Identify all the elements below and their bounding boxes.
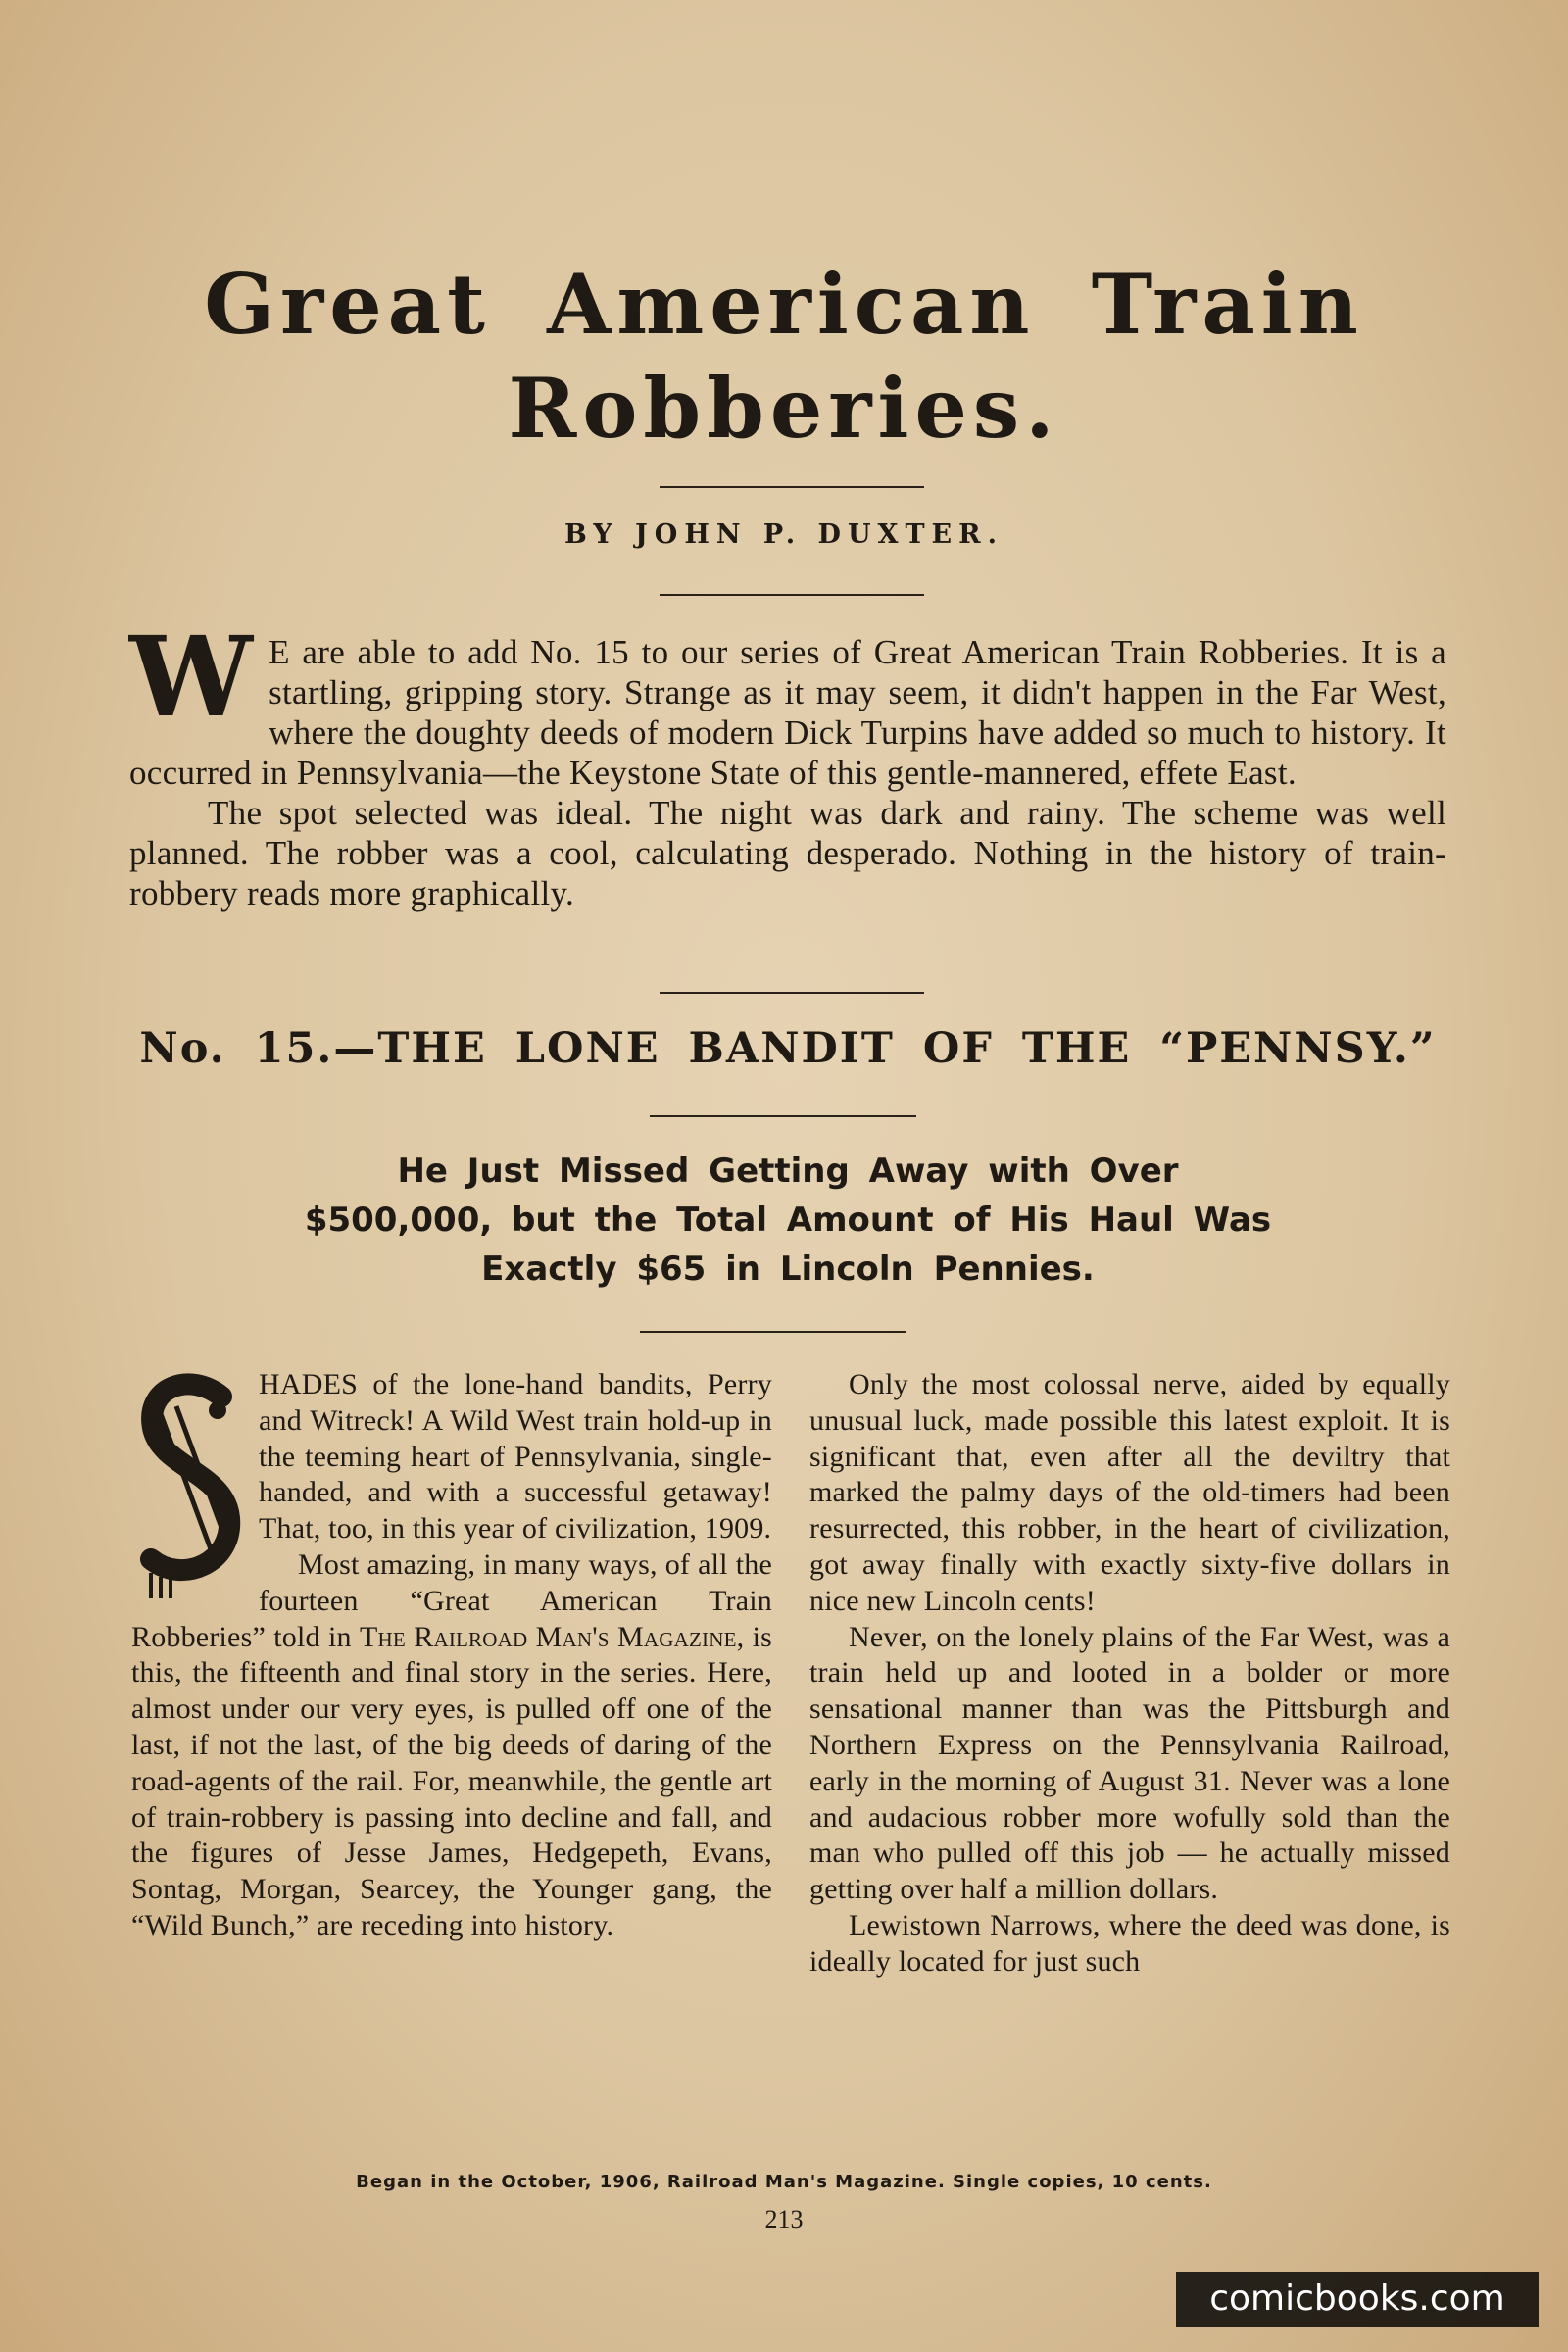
- magazine-name: The Railroad Man's Magazine: [360, 1620, 737, 1653]
- article-title: [118, 253, 1450, 461]
- article-title-line-2: Robberies.: [508, 360, 1060, 457]
- drop-cap-w: W: [129, 613, 254, 742]
- byline-rule: [660, 594, 924, 596]
- title-rule: [660, 486, 924, 488]
- page-number: 213: [764, 2205, 804, 2233]
- intro-paragraph-1: [129, 613, 1446, 793]
- footer-note: Began in the October, 1906, Railroad Man's Magazine. Single copies, 10 cents.: [356, 2172, 1212, 2192]
- subhead-rule: [640, 1331, 906, 1333]
- site-watermark: comicbooks.com: [1176, 2272, 1539, 2327]
- left-paragraph-2-end: , is this, the fifteenth and final story in the series. Here, almost under our very eyes, is pulled off one of the last, if not the last, of the big deeds of daring of the road-agents of the rail. For, meanwhile, the gentle art of train-robbery is passing into decline and fall, and the figures of Jesse James, Hedgepeth, Evans, Sontag, Morgan, Searcey, the Younger gang, the “Wild Bunch,” are receding into history.: [131, 1620, 772, 1941]
- left-paragraph-2-start: Most amazing, in many ways, of all the fourteen “Great American Train Robberies” told in: [131, 1547, 772, 1653]
- story-title: No. 15.—THE LONE BANDIT OF THE “PENNSY.”: [139, 1024, 1437, 1073]
- left-column: [131, 1367, 772, 1944]
- ornamental-s-icon: [131, 1371, 249, 1602]
- intro-rule: [660, 992, 924, 994]
- left-paragraph-2: [131, 1547, 772, 1944]
- right-paragraph-1: Only the most colossal nerve, aided by equally unusual luck, made possible this latest exploit. It is significant that, even after all the deviltry that marked the palmy days of the old-timers had been resurrected, this robber, in the heart of civilization, got away finally with exactly sixty-five dollars in nice new Lincoln cents!: [809, 1368, 1450, 1617]
- right-column: [809, 1367, 1450, 1981]
- right-paragraph-2: Never, on the lonely plains of the Far West, was a train held up and looted in a bolder or more sensational manner than was the Pittsburgh and Northern Express on the Pennsylvania Railroad, early in the morning of August 31. Never was a lone and audacious robber more wofully sold than the man who pulled off this job — he actually missed getting over half a million dollars.: [809, 1620, 1450, 1906]
- byline: BY JOHN P. DUXTER.: [564, 519, 1004, 550]
- ornamental-drop-cap-s: [131, 1371, 249, 1602]
- left-paragraph-1: [131, 1367, 772, 1547]
- right-paragraph-3: Lewistown Narrows, where the deed was done, is ideally located for just such: [809, 1908, 1450, 1978]
- left-paragraph-1-text: HADES of the lone-hand bandits, Perry and Witreck! A Wild West train hold-up in the teeming heart of Pennsylvania, single-handed, and with a successful getaway! That, too, in this year of civilization, 1909.: [259, 1368, 772, 1545]
- intro-paragraph-1-text: E are able to add No. 15 to our series of Great American Train Robberies. It is a startling, gripping story. Strange as it may seem, it didn't happen in the Far West, where the doughty deeds of modern Dick Turpins have added so much to history. It occurred in Pennsylvania—the Keystone State of this gentle-mannered, effete East.: [129, 633, 1446, 792]
- intro-paragraph-2: The spot selected was ideal. The night was dark and rainy. The scheme was well planned. The robber was a cool, calculating desperado. Nothing in the history of train-robbery reads more graphically.: [129, 794, 1446, 912]
- intro-text: [129, 613, 1446, 913]
- article-title-line-1: Great American Train: [204, 256, 1364, 353]
- story-title-rule: [650, 1115, 916, 1117]
- story-subhead: He Just Missed Getting Away with Over $500,000, but the Total Amount of His Haul Was Exactly $65 in Lincoln Pennies.: [304, 1152, 1272, 1289]
